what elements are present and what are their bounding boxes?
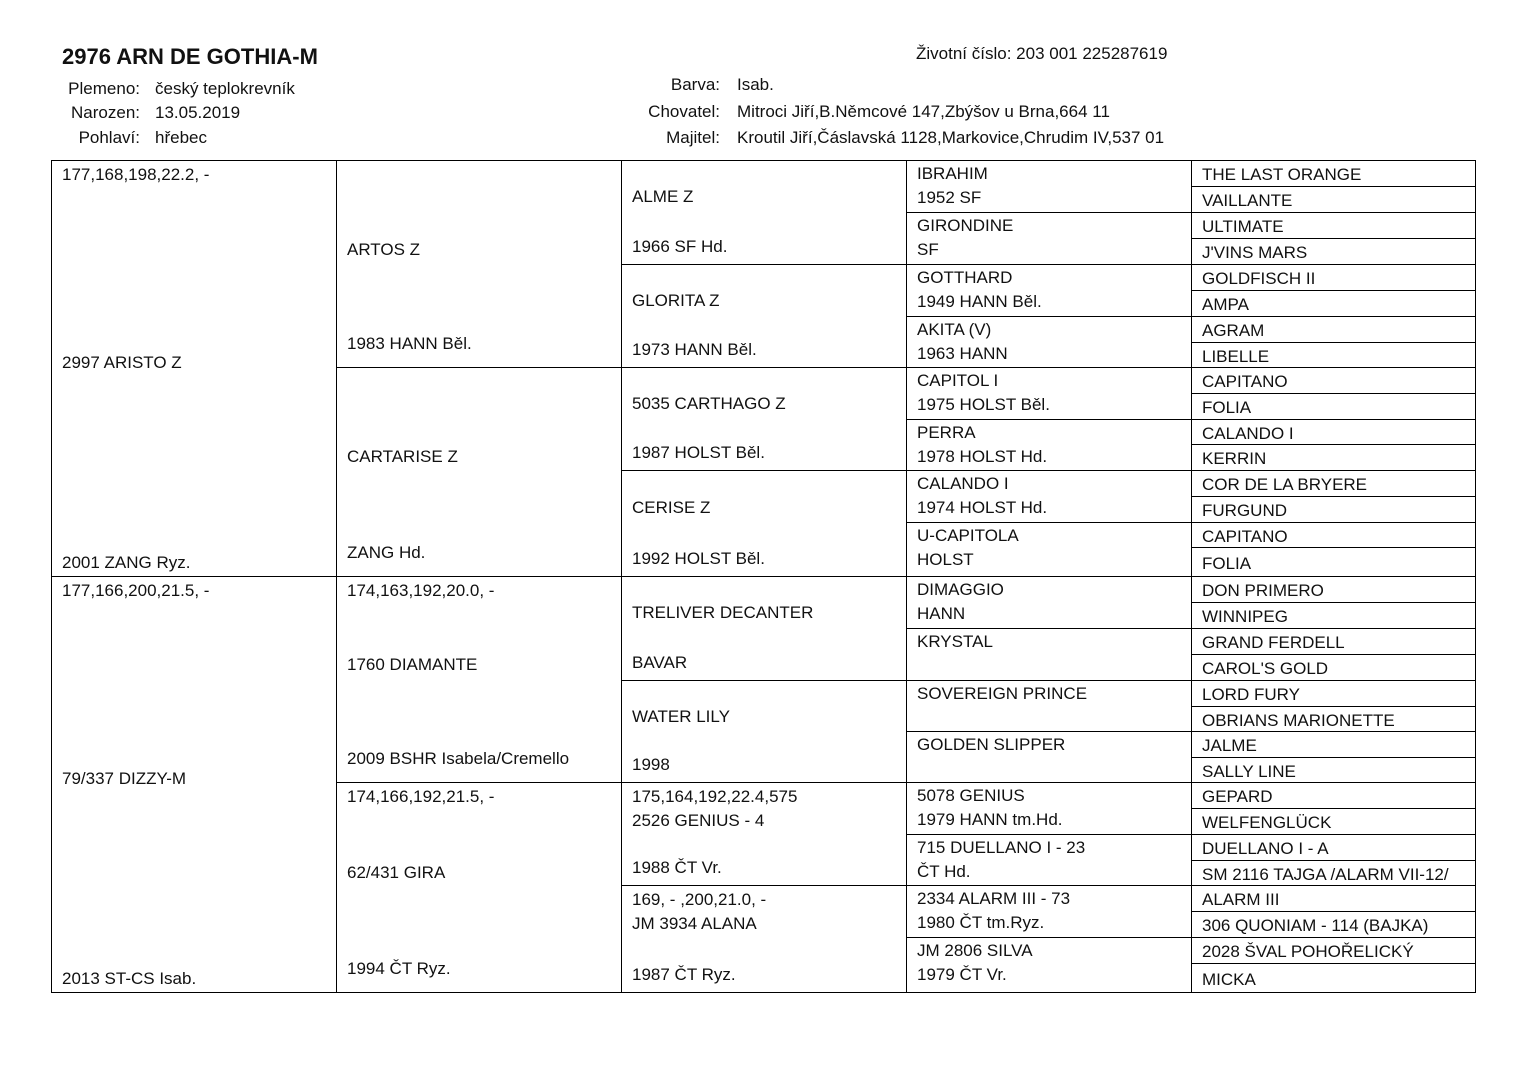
pedigree-cell-g5 bbox=[1191, 602, 1476, 629]
pedigree-cell-g4 bbox=[906, 419, 1192, 471]
pedigree-cell-g4 bbox=[906, 731, 1192, 783]
pedigree-cell-g5 bbox=[1191, 885, 1476, 912]
ancestor-name: WINNIPEG bbox=[1202, 607, 1288, 626]
ancestor-name: SALLY LINE bbox=[1202, 761, 1296, 781]
ancestor-name: 2334 ALARM III - 73 bbox=[917, 889, 1071, 908]
pedigree-cell-g3 bbox=[621, 885, 907, 993]
pedigree-cell-g4 bbox=[906, 367, 1192, 420]
ancestor-info: 1998 bbox=[632, 755, 670, 774]
ancestor-info: BAVAR bbox=[632, 653, 688, 672]
pedigree-cell-g5 bbox=[1191, 911, 1476, 938]
pedigree-cell-g5 bbox=[1191, 264, 1476, 291]
pedigree-cell-g5 bbox=[1191, 470, 1476, 497]
pedigree-cell-g4 bbox=[906, 160, 1192, 213]
pedigree-cell-g3 bbox=[621, 367, 907, 471]
color-label: Barva: bbox=[670, 75, 720, 94]
ancestor-info: 1988 ČT Vr. bbox=[632, 858, 722, 877]
pedigree-cell-g5 bbox=[1191, 316, 1476, 343]
pedigree-cell-g4 bbox=[906, 576, 1192, 629]
pedigree-cell-g4 bbox=[906, 680, 1192, 732]
pedigree-cell-g3 bbox=[621, 782, 907, 886]
ancestor-info: 1994 ČT Ryz. bbox=[347, 959, 451, 978]
ancestor-info: ZANG Hd. bbox=[347, 543, 426, 562]
ancestor-name: 306 QUONIAM - 114 (BAJKA) bbox=[1202, 916, 1429, 935]
pedigree-cell-g4 bbox=[906, 834, 1192, 886]
ancestor-info: 1992 HOLST Běl. bbox=[632, 549, 765, 568]
ancestor-name: THE LAST ORANGE bbox=[1202, 165, 1362, 184]
ancestor-info: SF bbox=[917, 240, 939, 259]
ancestor-name: DON PRIMERO bbox=[1202, 581, 1324, 600]
sex-label: Pohlaví: bbox=[78, 128, 140, 147]
pedigree-cell-g4 bbox=[906, 522, 1192, 577]
pedigree-cell-g2 bbox=[336, 160, 622, 368]
born-value: 13.05.2019 bbox=[155, 103, 241, 122]
ancestor-name: 5078 GENIUS bbox=[917, 786, 1025, 805]
ancestor-name: COR DE LA BRYERE bbox=[1202, 475, 1368, 494]
pedigree-cell-g5 bbox=[1191, 522, 1476, 548]
pedigree-cell-g4 bbox=[906, 212, 1192, 265]
ancestor-info: 1979 ČT Vr. bbox=[917, 965, 1007, 984]
ancestor-measurements: 177,166,200,21.5, - bbox=[62, 581, 210, 600]
ancestor-name: ALARM III bbox=[1202, 890, 1280, 909]
pedigree-cell-g5 bbox=[1191, 342, 1476, 368]
sex-value: hřebec bbox=[155, 128, 207, 147]
ancestor-name: CAPITANO bbox=[1202, 526, 1288, 546]
ancestor-info: 1979 HANN tm.Hd. bbox=[917, 810, 1063, 829]
ancestor-info: ČT Hd. bbox=[917, 862, 971, 881]
ancestor-name: 62/431 GIRA bbox=[347, 862, 446, 882]
ancestor-info: 1987 HOLST Běl. bbox=[632, 443, 765, 462]
pedigree-cell-g3 bbox=[621, 576, 907, 681]
ancestor-name: FOLIA bbox=[1202, 398, 1252, 417]
pedigree-cell-g5 bbox=[1191, 937, 1476, 964]
ancestor-name: AMPA bbox=[1202, 295, 1249, 314]
ancestor-info: 2013 ST-CS Isab. bbox=[62, 969, 197, 988]
ancestor-name: 5035 CARTHAGO Z bbox=[632, 393, 786, 413]
pedigree-cell-g5 bbox=[1191, 186, 1476, 213]
ancestor-info: 1978 HOLST Hd. bbox=[917, 447, 1048, 466]
pedigree-cell-g4 bbox=[906, 782, 1192, 835]
pedigree-cell-g5 bbox=[1191, 860, 1476, 886]
ancestor-name: 2997 ARISTO Z bbox=[62, 353, 182, 372]
pedigree-cell-g5 bbox=[1191, 547, 1476, 577]
life-number bbox=[916, 44, 1167, 64]
ancestor-name: CAPITOL I bbox=[917, 371, 999, 390]
ancestor-name: FOLIA bbox=[1202, 553, 1252, 573]
ancestor-name: CERISE Z bbox=[632, 497, 711, 517]
pedigree-cell-g5 bbox=[1191, 160, 1476, 187]
ancestor-info: HOLST bbox=[917, 550, 974, 569]
pedigree-cell-g5 bbox=[1191, 782, 1476, 809]
breeder-value: Mitroci Jiří,B.Němcové 147,Zbýšov u Brna,664 11 bbox=[737, 102, 1110, 121]
pedigree-cell-g5 bbox=[1191, 290, 1476, 317]
ancestor-name: AKITA (V) bbox=[917, 320, 992, 339]
ancestor-name: ALME Z bbox=[632, 187, 694, 206]
ancestor-name: TRELIVER DECANTER bbox=[632, 603, 814, 622]
ancestor-name: GOLDFISCH II bbox=[1202, 269, 1316, 288]
ancestor-name: LIBELLE bbox=[1202, 346, 1270, 366]
ancestor-info: 1973 HANN Běl. bbox=[632, 340, 757, 359]
ancestor-name: 1760 DIAMANTE bbox=[347, 655, 478, 675]
ancestor-measurements: 177,168,198,22.2, - bbox=[62, 165, 210, 184]
ancestor-info: 1983 HANN Běl. bbox=[347, 334, 472, 353]
ancestor-name: SM 2116 TAJGA /ALARM VII-12/ bbox=[1202, 864, 1449, 884]
ancestor-name: ULTIMATE bbox=[1202, 217, 1284, 236]
ancestor-name: LORD FURY bbox=[1202, 685, 1300, 704]
ancestor-name: VAILLANTE bbox=[1202, 191, 1293, 210]
life-number-label: Životní číslo: bbox=[916, 44, 1012, 63]
ancestor-info: HANN bbox=[917, 604, 966, 623]
ancestor-name: GEPARD bbox=[1202, 787, 1273, 806]
ancestor-name: FURGUND bbox=[1202, 501, 1287, 520]
color-value: Isab. bbox=[737, 75, 774, 94]
ancestor-name: MICKA bbox=[1202, 969, 1256, 989]
ancestor-measurements: 169, - ,200,21.0, - bbox=[632, 890, 767, 909]
life-number-value: 203 001 225287619 bbox=[1016, 44, 1168, 63]
pedigree-cell-g5 bbox=[1191, 496, 1476, 523]
ancestor-name: AGRAM bbox=[1202, 321, 1265, 340]
ancestor-name: J'VINS MARS bbox=[1202, 243, 1308, 262]
pedigree-cell-g2 bbox=[336, 576, 622, 783]
ancestor-name: CALANDO I bbox=[917, 474, 1009, 493]
ancestor-name: DUELLANO I - A bbox=[1202, 839, 1329, 858]
pedigree-cell-g5 bbox=[1191, 706, 1476, 732]
ancestor-name: KERRIN bbox=[1202, 449, 1267, 468]
owner-label: Majitel: bbox=[666, 128, 720, 147]
pedigree-cell-g4 bbox=[906, 264, 1192, 317]
ancestor-info: 1952 SF bbox=[917, 188, 982, 207]
ancestor-name: DIMAGGIO bbox=[917, 580, 1004, 599]
pedigree-cell-g4 bbox=[906, 937, 1192, 993]
ancestor-name: IBRAHIM bbox=[917, 164, 988, 183]
ancestor-info: 2009 BSHR Isabela/Cremello bbox=[347, 749, 570, 768]
ancestor-name: ARTOS Z bbox=[347, 239, 421, 259]
pedigree-cell-g3 bbox=[621, 680, 907, 783]
ancestor-info: 1974 HOLST Hd. bbox=[917, 498, 1048, 517]
pedigree-cell-g5 bbox=[1191, 963, 1476, 993]
pedigree-cell-g5 bbox=[1191, 757, 1476, 783]
pedigree-cell-g4 bbox=[906, 885, 1192, 938]
ancestor-name: WATER LILY bbox=[632, 706, 730, 726]
ancestor-name: CARTARISE Z bbox=[347, 447, 458, 467]
ancestor-name: 79/337 DIZZY-M bbox=[62, 769, 187, 788]
ancestor-name: 715 DUELLANO I - 23 bbox=[917, 838, 1086, 857]
pedigree-cell-g5 bbox=[1191, 654, 1476, 681]
pedigree-cell-g2 bbox=[336, 367, 622, 577]
breed-value: český teplokrevník bbox=[155, 79, 295, 98]
ancestor-info: 1966 SF Hd. bbox=[632, 237, 728, 256]
ancestor-info: 1975 HOLST Běl. bbox=[917, 395, 1050, 414]
ancestor-measurements: 175,164,192,22.4,575 bbox=[632, 787, 798, 806]
pedigree-cell-g5 bbox=[1191, 680, 1476, 707]
pedigree-cell-g5 bbox=[1191, 628, 1476, 655]
pedigree-cell-g5 bbox=[1191, 834, 1476, 861]
ancestor-info: 1963 HANN bbox=[917, 344, 1008, 363]
ancestor-name: GOTTHARD bbox=[917, 268, 1013, 287]
pedigree-cell-g4 bbox=[906, 470, 1192, 523]
ancestor-info: 1987 ČT Ryz. bbox=[632, 965, 736, 984]
pedigree-cell-g5 bbox=[1191, 212, 1476, 239]
pedigree-cell-g3 bbox=[621, 160, 907, 265]
ancestor-measurements: 174,163,192,20.0, - bbox=[347, 581, 495, 600]
ancestor-name: U-CAPITOLA bbox=[917, 526, 1019, 545]
pedigree-cell-g1 bbox=[51, 576, 337, 993]
ancestor-name: JALME bbox=[1202, 736, 1257, 755]
pedigree-cell-g5 bbox=[1191, 576, 1476, 603]
born-label: Narozen: bbox=[71, 103, 140, 122]
ancestor-name: SOVEREIGN PRINCE bbox=[917, 684, 1088, 703]
pedigree-cell-g5 bbox=[1191, 808, 1476, 835]
pedigree-cell-g1 bbox=[51, 160, 337, 577]
horse-title: 2976 ARN DE GOTHIA-M bbox=[62, 44, 318, 69]
pedigree-cell-g5 bbox=[1191, 731, 1476, 758]
ancestor-name: 2028 ŠVAL POHOŘELICKÝ bbox=[1202, 942, 1414, 961]
pedigree-cell-g5 bbox=[1191, 419, 1476, 445]
pedigree-cell-g4 bbox=[906, 316, 1192, 368]
ancestor-name: JM 3934 ALANA bbox=[632, 914, 757, 933]
ancestor-measurements: 174,166,192,21.5, - bbox=[347, 787, 495, 806]
ancestor-info: 1949 HANN Běl. bbox=[917, 292, 1042, 311]
pedigree-cell-g5 bbox=[1191, 367, 1476, 394]
breed-label: Plemeno: bbox=[68, 79, 140, 98]
ancestor-name: WELFENGLÜCK bbox=[1202, 813, 1332, 832]
ancestor-name: OBRIANS MARIONETTE bbox=[1202, 710, 1395, 730]
ancestor-name: GOLDEN SLIPPER bbox=[917, 735, 1066, 754]
ancestor-name: GRAND FERDELL bbox=[1202, 633, 1345, 652]
pedigree-cell-g4 bbox=[906, 628, 1192, 681]
ancestor-name: GLORITA Z bbox=[632, 290, 720, 310]
breeder-label: Chovatel: bbox=[648, 102, 720, 121]
pedigree-cell-g2 bbox=[336, 782, 622, 993]
pedigree-cell-g3 bbox=[621, 264, 907, 368]
ancestor-name: CALANDO I bbox=[1202, 423, 1294, 443]
ancestor-name: KRYSTAL bbox=[917, 632, 993, 651]
ancestor-info: 2001 ZANG Ryz. bbox=[62, 553, 191, 572]
pedigree-cell-g5 bbox=[1191, 238, 1476, 265]
pedigree-cell-g3 bbox=[621, 470, 907, 577]
ancestor-name: 2526 GENIUS - 4 bbox=[632, 811, 765, 830]
ancestor-info: 1980 ČT tm.Ryz. bbox=[917, 913, 1045, 932]
ancestor-name: CAPITANO bbox=[1202, 372, 1288, 391]
ancestor-name: GIRONDINE bbox=[917, 216, 1014, 235]
pedigree-cell-g5 bbox=[1191, 444, 1476, 471]
pedigree-cell-g5 bbox=[1191, 393, 1476, 420]
ancestor-name: JM 2806 SILVA bbox=[917, 941, 1033, 960]
owner-value: Kroutil Jiří,Čáslavská 1128,Markovice,Chrudim IV,537 01 bbox=[737, 128, 1165, 147]
ancestor-name: PERRA bbox=[917, 423, 976, 442]
ancestor-name: CAROL'S GOLD bbox=[1202, 659, 1329, 678]
